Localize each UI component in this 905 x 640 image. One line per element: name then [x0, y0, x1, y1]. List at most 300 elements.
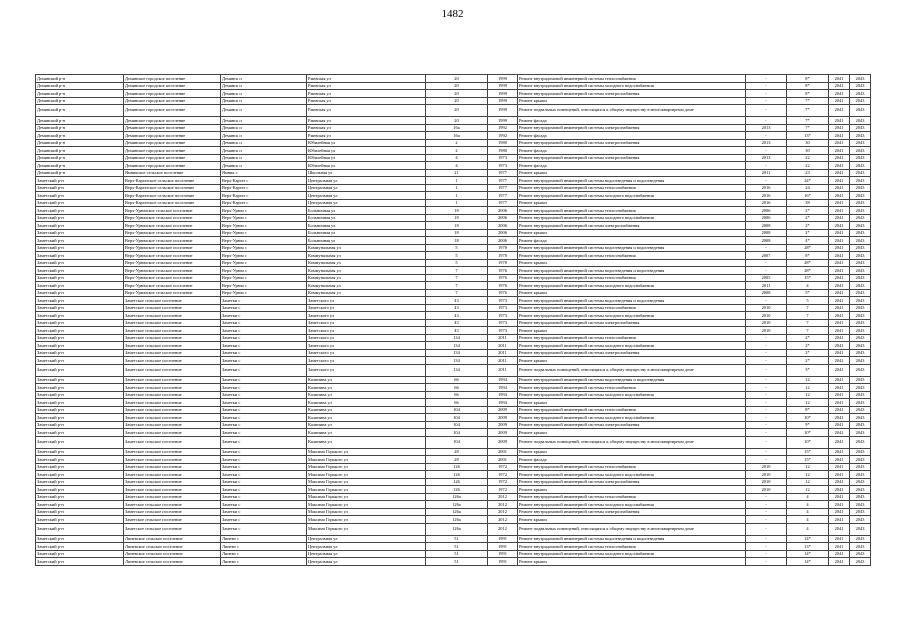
cell-year: 1977 [488, 192, 518, 200]
cell-last-repair: - [746, 558, 787, 566]
cell-wear: 24 [787, 184, 829, 192]
table-row [36, 421, 871, 429]
cell-settlement: Заметское сельское поселение [124, 516, 221, 524]
cell-locality: Демянск п [221, 147, 307, 155]
cell-plan-to: 2043 [850, 436, 871, 448]
cell-work: Ремонт внутридомовой инженерной системы теплоснабжения [518, 543, 746, 551]
cell-settlement: Заметское сельское поселение [124, 414, 221, 422]
cell-year: 1999 [488, 97, 518, 105]
cell-last-repair: 2006 [746, 214, 787, 222]
cell-year: 2009 [488, 436, 518, 448]
cell-work: Ремонт крыши [518, 259, 746, 267]
cell-house: 16а [426, 124, 488, 132]
cell-plan-to: 2043 [850, 282, 871, 290]
cell-plan-from: 2041 [829, 90, 850, 98]
cell-last-repair: 2013 [746, 124, 787, 132]
cell-locality: Демянск п [221, 105, 307, 117]
cell-plan-to: 2043 [850, 414, 871, 422]
cell-plan-to: 2043 [850, 237, 871, 245]
cell-plan-to: 2043 [850, 334, 871, 342]
cell-last-repair: - [746, 357, 787, 365]
cell-wear: 9* [787, 421, 829, 429]
table-row [36, 252, 871, 260]
cell-plan-from: 2041 [829, 319, 850, 327]
cell-district: Заметский р-н [36, 456, 124, 464]
cell-locality: Заметки с [221, 334, 307, 342]
cell-locality: Демянск п [221, 82, 307, 90]
cell-wear: 5 [787, 297, 829, 305]
cell-year: 1980 [488, 147, 518, 155]
cell-settlement: Заметское сельское поселение [124, 399, 221, 407]
cell-street: Максима Горького ул [307, 448, 426, 456]
cell-district: Заметский р-н [36, 558, 124, 566]
cell-wear: 7* [787, 124, 829, 132]
cell-locality: Заметки с [221, 493, 307, 501]
cell-plan-to: 2043 [850, 124, 871, 132]
cell-wear: 22 [787, 154, 829, 162]
cell-year: 2009 [488, 414, 518, 422]
cell-year: 2012 [488, 501, 518, 509]
cell-house: 20 [426, 117, 488, 125]
cell-year: 1972 [488, 486, 518, 494]
cell-plan-to: 2043 [850, 199, 871, 207]
cell-wear: 15* [787, 448, 829, 456]
cell-last-repair: 2013 [746, 154, 787, 162]
cell-house: 126а [426, 493, 488, 501]
cell-year: 1973 [488, 312, 518, 320]
cell-district: Заметский р-н [36, 448, 124, 456]
cell-wear: 12 [787, 486, 829, 494]
cell-plan-to: 2043 [850, 319, 871, 327]
cell-district: Заметский р-н [36, 516, 124, 524]
cell-last-repair: - [746, 448, 787, 456]
cell-plan-from: 2041 [829, 436, 850, 448]
cell-plan-from: 2041 [829, 97, 850, 105]
cell-plan-from: 2041 [829, 282, 850, 290]
cell-locality: Линево с [221, 543, 307, 551]
cell-work: Ремонт внутридомовой инженерной системы водоотведения и водоотведения [518, 297, 746, 305]
cell-district: Демянский р-н [36, 169, 124, 177]
cell-wear: 10* [787, 414, 829, 422]
cell-street: Центральная ул [307, 558, 426, 566]
cell-house: 5 [426, 244, 488, 252]
cell-last-repair: - [746, 117, 787, 125]
cell-street: Коммунальная ул [307, 259, 426, 267]
cell-plan-from: 2041 [829, 486, 850, 494]
cell-district: Заметский р-н [36, 177, 124, 185]
cell-settlement: Демянское городское поселение [124, 90, 221, 98]
cell-locality: Верх-Каргат с [221, 192, 307, 200]
cell-plan-from: 2041 [829, 391, 850, 399]
cell-plan-from: 2041 [829, 82, 850, 90]
cell-plan-from: 2041 [829, 252, 850, 260]
cell-work: Ремонт крыши [518, 399, 746, 407]
cell-year: 2011 [488, 349, 518, 357]
cell-district: Заметский р-н [36, 436, 124, 448]
cell-street: Центральная ул [307, 184, 426, 192]
cell-work: Ремонт крыши [518, 448, 746, 456]
cell-wear: 7* [787, 97, 829, 105]
cell-house: 126 [426, 486, 488, 494]
cell-plan-to: 2043 [850, 147, 871, 155]
cell-plan-from: 2041 [829, 162, 850, 170]
cell-street: Калинина ул [307, 391, 426, 399]
cell-district: Демянский р-н [36, 75, 124, 83]
cell-work: Ремонт внутридомовой инженерной системы теплоснабжения [518, 334, 746, 342]
cell-work: Ремонт крыши [518, 558, 746, 566]
cell-plan-from: 2041 [829, 535, 850, 543]
cell-settlement: Заметское сельское поселение [124, 376, 221, 384]
cell-plan-from: 2041 [829, 259, 850, 267]
cell-plan-to: 2043 [850, 516, 871, 524]
cell-settlement: Линевское сельское поселение [124, 550, 221, 558]
cell-plan-to: 2043 [850, 244, 871, 252]
cell-street: Юбилейная ул [307, 147, 426, 155]
cell-plan-from: 2041 [829, 139, 850, 147]
cell-wear: 2* [787, 222, 829, 230]
cell-work: Ремонт крыши [518, 429, 746, 437]
cell-settlement: Заметское сельское поселение [124, 421, 221, 429]
cell-wear: 12 [787, 384, 829, 392]
cell-house: 18 [426, 214, 488, 222]
cell-street: Центральная ул [307, 192, 426, 200]
cell-district: Заметский р-н [36, 334, 124, 342]
cell-street: Больничная ул [307, 222, 426, 230]
cell-settlement: Заметское сельское поселение [124, 436, 221, 448]
cell-last-repair: - [746, 436, 787, 448]
cell-last-repair: - [746, 177, 787, 185]
cell-last-repair: 2010 [746, 312, 787, 320]
cell-plan-from: 2041 [829, 349, 850, 357]
cell-plan-to: 2043 [850, 259, 871, 267]
cell-year: 2006 [488, 237, 518, 245]
cell-street: Калинина ул [307, 376, 426, 384]
cell-settlement: Заметское сельское поселение [124, 523, 221, 535]
cell-district: Заметский р-н [36, 289, 124, 297]
cell-plan-to: 2043 [850, 312, 871, 320]
cell-plan-to: 2043 [850, 162, 871, 170]
cell-locality: Верх-Урюм с [221, 244, 307, 252]
cell-district: Заметский р-н [36, 229, 124, 237]
cell-house: 51 [426, 543, 488, 551]
cell-work: Ремонт фасада [518, 132, 746, 140]
cell-settlement: Заметское сельское поселение [124, 349, 221, 357]
cell-plan-from: 2041 [829, 222, 850, 230]
cell-locality: Заметки с [221, 523, 307, 535]
cell-settlement: Демянское городское поселение [124, 82, 221, 90]
cell-plan-to: 2043 [850, 342, 871, 350]
cell-street: Школьная ул [307, 169, 426, 177]
cell-locality: Заметки с [221, 357, 307, 365]
cell-district: Демянский р-н [36, 105, 124, 117]
table-row [36, 75, 871, 83]
cell-locality: Линево с [221, 535, 307, 543]
cell-district: Заметский р-н [36, 364, 124, 376]
cell-settlement: Верх-Урюмское сельское поселение [124, 274, 221, 282]
cell-locality: Верх-Урюм с [221, 259, 307, 267]
cell-plan-to: 2043 [850, 75, 871, 83]
table-row [36, 177, 871, 185]
cell-wear: 8* [787, 252, 829, 260]
cell-settlement: Верх-Каргатское сельское поселение [124, 199, 221, 207]
cell-house: 28 [426, 448, 488, 456]
cell-plan-from: 2041 [829, 214, 850, 222]
cell-district: Демянский р-н [36, 154, 124, 162]
cell-year: 1999 [488, 90, 518, 98]
table-row [36, 304, 871, 312]
cell-plan-to: 2043 [850, 429, 871, 437]
cell-house: 18 [426, 237, 488, 245]
cell-district: Демянский р-н [36, 117, 124, 125]
cell-district: Заметский р-н [36, 384, 124, 392]
cell-work: Ремонт внутридомовой инженерной системы электроснабжения [518, 421, 746, 429]
cell-plan-to: 2043 [850, 192, 871, 200]
cell-street: Ржевская ул [307, 124, 426, 132]
cell-street: Коммунальная ул [307, 289, 426, 297]
cell-plan-to: 2043 [850, 456, 871, 464]
cell-wear: 28* [787, 267, 829, 275]
cell-work: Ремонт внутридомовой инженерной системы холодного водоснабжения [518, 471, 746, 479]
cell-last-repair: - [746, 550, 787, 558]
table-row [36, 154, 871, 162]
table-row [36, 222, 871, 230]
table-row [36, 478, 871, 486]
cell-wear: 14* [787, 535, 829, 543]
cell-work: Ремонт фасада [518, 117, 746, 125]
cell-year: 1973 [488, 162, 518, 170]
cell-wear: 4 [787, 523, 829, 535]
cell-work: Ремонт внутридомовой инженерной системы холодного водоснабжения [518, 391, 746, 399]
cell-plan-from: 2041 [829, 550, 850, 558]
cell-house: 1 [426, 177, 488, 185]
cell-year: 1978 [488, 252, 518, 260]
cell-plan-from: 2041 [829, 132, 850, 140]
table-row [36, 558, 871, 566]
table-row [36, 501, 871, 509]
cell-district: Демянский р-н [36, 97, 124, 105]
cell-settlement: Заметское сельское поселение [124, 493, 221, 501]
cell-settlement: Заметское сельское поселение [124, 501, 221, 509]
cell-settlement: Верх-Урюмское сельское поселение [124, 259, 221, 267]
cell-settlement: Верх-Урюмское сельское поселение [124, 222, 221, 230]
cell-last-repair: - [746, 399, 787, 407]
cell-last-repair: - [746, 244, 787, 252]
cell-district: Заметский р-н [36, 478, 124, 486]
cell-district: Заметский р-н [36, 214, 124, 222]
cell-work: Ремонт внутридомовой инженерной системы холодного водоснабжения [518, 312, 746, 320]
cell-year: 1999 [488, 82, 518, 90]
cell-wear: 14* [787, 558, 829, 566]
cell-district: Заметский р-н [36, 535, 124, 543]
cell-district: Заметский р-н [36, 406, 124, 414]
cell-locality: Заметки с [221, 349, 307, 357]
cell-street: Заметского ул [307, 334, 426, 342]
cell-work: Ремонт внутридомовой инженерной системы холодного водоснабжения [518, 342, 746, 350]
cell-year: 1977 [488, 184, 518, 192]
cell-district: Заметский р-н [36, 267, 124, 275]
cell-house: 43 [426, 327, 488, 335]
cell-settlement: Верх-Каргатское сельское поселение [124, 184, 221, 192]
cell-locality: Верх-Урюм с [221, 237, 307, 245]
cell-locality: Заметки с [221, 384, 307, 392]
table-row [36, 124, 871, 132]
cell-plan-to: 2043 [850, 508, 871, 516]
cell-wear: 14* [787, 550, 829, 558]
cell-street: Калинина ул [307, 414, 426, 422]
cell-year: 1973 [488, 319, 518, 327]
cell-street: Ржевская ул [307, 97, 426, 105]
cell-year: 1994 [488, 399, 518, 407]
cell-wear: 2* [787, 357, 829, 365]
cell-street: Калинина ул [307, 436, 426, 448]
cell-year: 2011 [488, 357, 518, 365]
cell-house: 134 [426, 364, 488, 376]
cell-district: Заметский р-н [36, 349, 124, 357]
table-row [36, 312, 871, 320]
cell-locality: Верх-Каргат с [221, 199, 307, 207]
cell-settlement: Заметское сельское поселение [124, 297, 221, 305]
cell-street: Максима Горького ул [307, 523, 426, 535]
cell-work: Ремонт внутридомовой инженерной системы теплоснабжения [518, 384, 746, 392]
cell-year: 2001 [488, 448, 518, 456]
cell-work: Ремонт внутридомовой инженерной системы теплоснабжения [518, 75, 746, 83]
cell-street: Больничная ул [307, 214, 426, 222]
cell-district: Заметский р-н [36, 486, 124, 494]
cell-plan-to: 2043 [850, 486, 871, 494]
cell-year: 1973 [488, 304, 518, 312]
cell-district: Демянский р-н [36, 139, 124, 147]
cell-plan-to: 2043 [850, 391, 871, 399]
cell-street: Заметского ул [307, 327, 426, 335]
cell-work: Ремонт крыши [518, 289, 746, 297]
cell-house: 126а [426, 516, 488, 524]
cell-wear: 15* [787, 274, 829, 282]
table-row [36, 535, 871, 543]
cell-locality: Линево с [221, 550, 307, 558]
cell-wear: 8* [787, 90, 829, 98]
cell-work: Ремонт внутридомовой инженерной системы теплоснабжения [518, 274, 746, 282]
cell-house: 104 [426, 429, 488, 437]
cell-settlement: Заметское сельское поселение [124, 357, 221, 365]
cell-wear: 2* [787, 349, 829, 357]
cell-plan-from: 2041 [829, 456, 850, 464]
cell-street: Коммунальная ул [307, 244, 426, 252]
cell-plan-to: 2043 [850, 478, 871, 486]
cell-house: 1 [426, 192, 488, 200]
cell-last-repair: - [746, 456, 787, 464]
table-row [36, 139, 871, 147]
cell-locality: Заметки с [221, 463, 307, 471]
cell-wear: 3* [787, 364, 829, 376]
cell-district: Заметский р-н [36, 312, 124, 320]
cell-district: Заметский р-н [36, 463, 124, 471]
cell-plan-from: 2041 [829, 342, 850, 350]
cell-year: 1992 [488, 132, 518, 140]
cell-year: 2001 [488, 456, 518, 464]
cell-year: 2011 [488, 334, 518, 342]
cell-settlement: Заметское сельское поселение [124, 384, 221, 392]
cell-work: Ремонт внутридомовой инженерной системы электроснабжения [518, 478, 746, 486]
cell-work: Ремонт внутридомовой инженерной системы теплоснабжения [518, 406, 746, 414]
cell-year: 2006 [488, 214, 518, 222]
cell-locality: Заметки с [221, 297, 307, 305]
cell-district: Заметский р-н [36, 304, 124, 312]
cell-settlement: Заметское сельское поселение [124, 429, 221, 437]
cell-year: 1972 [488, 463, 518, 471]
cell-last-repair: - [746, 75, 787, 83]
cell-settlement: Заметское сельское поселение [124, 342, 221, 350]
cell-plan-from: 2041 [829, 376, 850, 384]
cell-locality: Заметки с [221, 327, 307, 335]
cell-locality: Заметки с [221, 478, 307, 486]
cell-house: 20 [426, 105, 488, 117]
cell-settlement: Верх-Урюмское сельское поселение [124, 214, 221, 222]
cell-work: Ремонт крыши [518, 169, 746, 177]
cell-settlement: Верх-Урюмское сельское поселение [124, 252, 221, 260]
cell-settlement: Заметское сельское поселение [124, 391, 221, 399]
cell-year: 2006 [488, 207, 518, 215]
cell-plan-from: 2041 [829, 244, 850, 252]
cell-plan-to: 2043 [850, 117, 871, 125]
cell-house: 104 [426, 421, 488, 429]
table-row [36, 516, 871, 524]
works-table [35, 74, 871, 566]
cell-street: Заметского ул [307, 319, 426, 327]
cell-plan-from: 2041 [829, 429, 850, 437]
cell-year: 1994 [488, 384, 518, 392]
cell-year: 1994 [488, 391, 518, 399]
table-row [36, 162, 871, 170]
cell-locality: Заметки с [221, 516, 307, 524]
cell-district: Заметский р-н [36, 244, 124, 252]
cell-wear: 8* [787, 82, 829, 90]
cell-last-repair: - [746, 391, 787, 399]
cell-district: Заметский р-н [36, 319, 124, 327]
cell-year: 2006 [488, 229, 518, 237]
cell-locality: Верх-Урюм с [221, 252, 307, 260]
cell-work: Ремонт внутридомовой инженерной системы электроснабжения [518, 90, 746, 98]
cell-street: Заметского ул [307, 342, 426, 350]
cell-last-repair: 2007 [746, 252, 787, 260]
cell-year: 1999 [488, 75, 518, 83]
cell-settlement: Заметское сельское поселение [124, 312, 221, 320]
cell-locality: Демянск п [221, 75, 307, 83]
cell-settlement: Верх-Урюмское сельское поселение [124, 244, 221, 252]
cell-locality: Заметки с [221, 406, 307, 414]
cell-district: Заметский р-н [36, 342, 124, 350]
cell-last-repair: 2013 [746, 139, 787, 147]
cell-work: Ремонт фасада [518, 237, 746, 245]
cell-plan-to: 2043 [850, 169, 871, 177]
cell-street: Максима Горького ул [307, 486, 426, 494]
cell-work: Ремонт фасада [518, 162, 746, 170]
cell-last-repair: 2016 [746, 192, 787, 200]
cell-settlement: Заметское сельское поселение [124, 448, 221, 456]
cell-settlement: Демянское городское поселение [124, 132, 221, 140]
cell-locality: Верх-Урюм с [221, 207, 307, 215]
cell-settlement: Заметское сельское поселение [124, 327, 221, 335]
cell-plan-to: 2043 [850, 222, 871, 230]
cell-street: Максима Горького ул [307, 478, 426, 486]
cell-district: Заметский р-н [36, 192, 124, 200]
cell-district: Заметский р-н [36, 327, 124, 335]
cell-year: 1977 [488, 199, 518, 207]
cell-plan-from: 2041 [829, 516, 850, 524]
cell-plan-from: 2041 [829, 421, 850, 429]
cell-plan-to: 2043 [850, 297, 871, 305]
cell-house: 43 [426, 319, 488, 327]
cell-wear: 13* [787, 132, 829, 140]
